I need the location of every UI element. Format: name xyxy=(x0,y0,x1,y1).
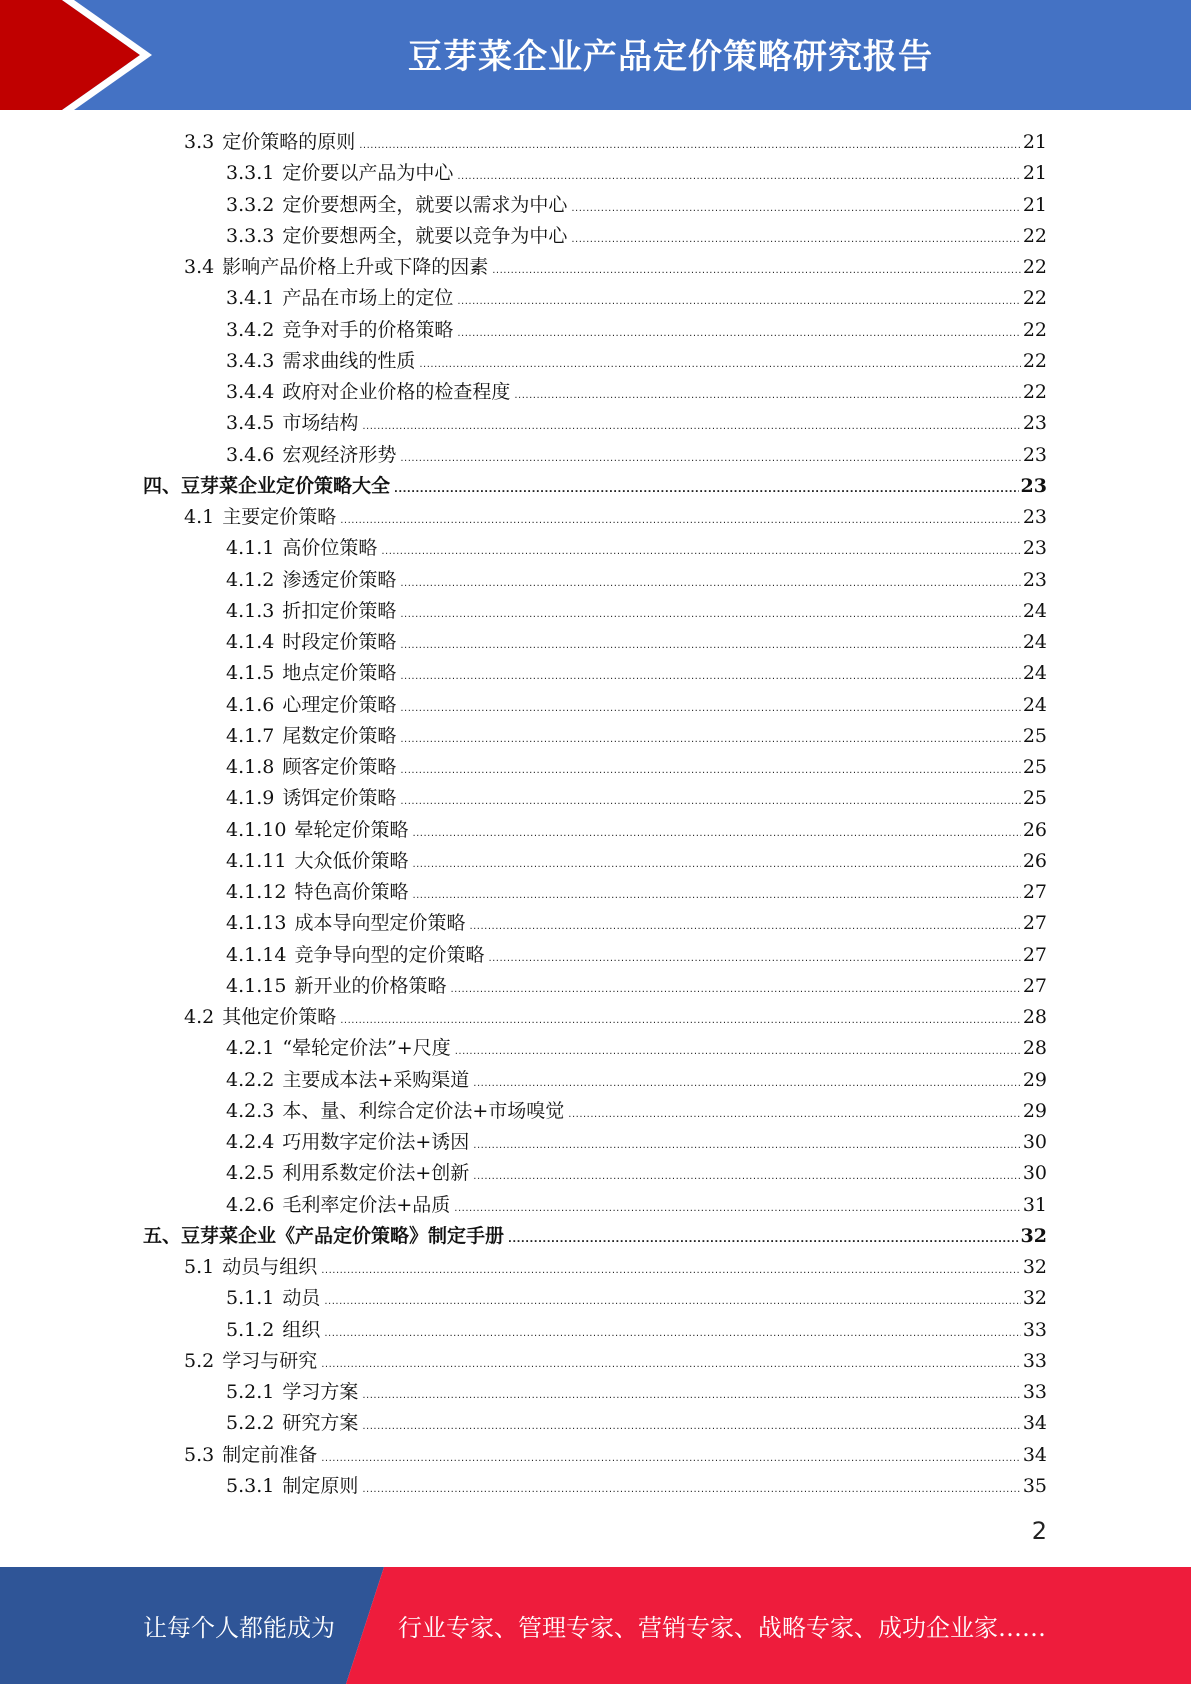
toc-entry-page: 32 xyxy=(1022,1287,1047,1310)
toc-dot-leader xyxy=(359,130,1021,161)
toc-entry[interactable] xyxy=(0,815,1047,846)
toc-entry-page: 28 xyxy=(1022,1006,1047,1028)
toc-entry-title: 新开业的价格策略 xyxy=(294,974,447,997)
toc-entry-title: 动员与组织 xyxy=(222,1256,318,1278)
toc-entry-number: 4.1.15 xyxy=(226,974,287,997)
toc-dot-leader xyxy=(400,599,1020,630)
toc-entry-page: 30 xyxy=(1022,1131,1047,1153)
toc-entry-page: 28 xyxy=(1022,1037,1047,1060)
toc-entry[interactable] xyxy=(0,502,1047,533)
toc-entry-number: 3.4 xyxy=(184,256,215,278)
toc-entry-page: 32 xyxy=(1022,1256,1047,1278)
toc-entry-title: 尾数定价策略 xyxy=(282,724,397,747)
toc-entry-title: 学习方案 xyxy=(282,1381,359,1403)
toc-entry-title: 特色高价策略 xyxy=(294,881,409,903)
toc-entry[interactable] xyxy=(0,627,1047,658)
toc-entry-page: 33 xyxy=(1022,1381,1047,1403)
toc-entry[interactable] xyxy=(0,1221,1047,1252)
toc-entry[interactable] xyxy=(0,940,1047,971)
toc-entry-title: 其他定价策略 xyxy=(222,1006,337,1028)
toc-entry-title: 成本导向型定价策略 xyxy=(294,912,466,935)
toc-entry[interactable] xyxy=(0,1283,1047,1314)
toc-entry-title: 本、量、利综合定价法+市场嗅觉 xyxy=(282,1099,565,1122)
toc-entry-title: 定价策略的原则 xyxy=(222,131,356,153)
toc-entry-number: 4.2.6 xyxy=(226,1193,275,1216)
toc-entry[interactable] xyxy=(0,158,1047,189)
toc-entry-page: 25 xyxy=(1022,756,1047,778)
toc-entry-title: 政府对企业价格的检查程度 xyxy=(282,381,511,403)
toc-dot-leader xyxy=(321,1255,1021,1286)
toc-entry-title: 竞争对手的价格策略 xyxy=(282,318,454,341)
toc-dot-leader xyxy=(473,1068,1021,1099)
toc-entry[interactable] xyxy=(0,721,1047,752)
toc-entry-number: 4.1.12 xyxy=(226,881,287,903)
toc-entry-page: 35 xyxy=(1022,1474,1047,1497)
toc-entry[interactable] xyxy=(0,752,1047,783)
toc-entry-page: 21 xyxy=(1022,162,1047,185)
toc-dot-leader xyxy=(457,286,1020,317)
toc-entry-title: 四、豆芽菜企业定价策略大全 xyxy=(143,474,391,497)
toc-entry-page: 34 xyxy=(1022,1443,1047,1466)
toc-entry-title: 时段定价策略 xyxy=(282,631,397,653)
toc-entry-title: 定价要想两全，就要以需求为中心 xyxy=(282,193,568,216)
toc-entry-number: 4.1.5 xyxy=(226,662,275,685)
toc-dot-leader xyxy=(324,1318,1020,1349)
toc-entry-title: 高价位策略 xyxy=(282,537,378,560)
toc-entry-title: 竞争导向型的定价策略 xyxy=(294,943,485,966)
toc-entry-title: 动员 xyxy=(282,1287,321,1310)
red-chevron-decoration xyxy=(0,0,170,110)
toc-entry-title: 组织 xyxy=(282,1318,321,1341)
toc-dot-leader xyxy=(321,1349,1021,1380)
toc-entry-title: 渗透定价策略 xyxy=(282,568,397,591)
toc-entry[interactable] xyxy=(0,221,1047,252)
toc-entry-page: 21 xyxy=(1022,131,1047,153)
toc-entry[interactable] xyxy=(0,127,1047,158)
toc-entry[interactable] xyxy=(0,1440,1047,1471)
toc-dot-leader xyxy=(400,568,1020,599)
toc-entry-page: 23 xyxy=(1022,568,1047,591)
toc-entry-page: 25 xyxy=(1022,787,1047,810)
toc-entry-page: 34 xyxy=(1022,1412,1047,1435)
toc-entry-title: 主要定价策略 xyxy=(222,506,337,528)
toc-entry-number: 4.1.1 xyxy=(226,537,275,560)
toc-entry-page: 24 xyxy=(1022,631,1047,653)
toc-entry-number: 3.3.1 xyxy=(226,162,275,185)
toc-dot-leader xyxy=(321,1443,1021,1474)
toc-dot-leader xyxy=(419,349,1020,380)
toc-entry-title: 定价要以产品为中心 xyxy=(282,162,454,185)
toc-entry-number: 4.2.2 xyxy=(226,1068,275,1091)
toc-entry-page: 23 xyxy=(1022,537,1047,560)
document-title: 豆芽菜企业产品定价策略研究报告 xyxy=(408,36,933,77)
toc-entry-number: 4.1.2 xyxy=(226,568,275,591)
table-of-contents xyxy=(0,127,1191,1502)
toc-dot-leader xyxy=(568,1099,1021,1130)
toc-entry[interactable] xyxy=(0,1471,1047,1502)
toc-entry-page: 21 xyxy=(1022,193,1047,216)
toc-entry-title: 制定前准备 xyxy=(222,1443,318,1466)
toc-entry-title: 地点定价策略 xyxy=(282,662,397,685)
toc-entry-page: 23 xyxy=(1020,474,1047,497)
toc-entry-number: 3.3.2 xyxy=(226,193,275,216)
toc-entry-page: 25 xyxy=(1022,724,1047,747)
toc-dot-leader xyxy=(324,1286,1020,1317)
toc-dot-leader xyxy=(340,1005,1021,1036)
toc-entry-title: 学习与研究 xyxy=(222,1349,318,1372)
toc-dot-leader xyxy=(457,161,1020,192)
toc-dot-leader xyxy=(362,1474,1020,1505)
toc-dot-leader xyxy=(473,1130,1021,1161)
toc-entry[interactable] xyxy=(0,1252,1047,1283)
toc-dot-leader xyxy=(455,1036,1021,1067)
toc-entry-page: 22 xyxy=(1022,349,1047,372)
toc-entry-number: 4.1.10 xyxy=(226,818,287,841)
toc-entry[interactable] xyxy=(0,1190,1047,1221)
toc-entry-number: 3.4.1 xyxy=(226,287,275,310)
toc-entry-page: 27 xyxy=(1022,912,1047,935)
toc-entry[interactable] xyxy=(0,658,1047,689)
toc-dot-leader xyxy=(400,661,1020,692)
toc-entry-title: 定价要想两全，就要以竞争为中心 xyxy=(282,224,568,247)
toc-dot-leader xyxy=(469,911,1020,942)
toc-entry-title: 晕轮定价策略 xyxy=(294,818,409,841)
toc-entry-title: 宏观经济形势 xyxy=(282,443,397,466)
toc-entry-number: 4.1.9 xyxy=(226,787,275,810)
toc-entry-title: 大众低价策略 xyxy=(294,849,409,872)
toc-entry-page: 27 xyxy=(1022,881,1047,903)
toc-entry[interactable] xyxy=(0,408,1047,439)
toc-dot-leader xyxy=(340,505,1021,536)
toc-entry-number: 3.4.3 xyxy=(226,349,275,372)
toc-entry-number: 5.2.1 xyxy=(226,1381,275,1403)
toc-entry-number: 4.1.8 xyxy=(226,756,275,778)
toc-entry-page: 33 xyxy=(1022,1318,1047,1341)
toc-entry-number: 4.1.7 xyxy=(226,724,275,747)
toc-entry-title: 诱饵定价策略 xyxy=(282,787,397,810)
toc-entry-number: 4.2.1 xyxy=(226,1037,275,1060)
toc-entry-title: 利用系数定价法+创新 xyxy=(282,1162,470,1185)
toc-entry[interactable] xyxy=(0,440,1047,471)
toc-dot-leader xyxy=(400,443,1020,474)
toc-entry-number: 4.2.4 xyxy=(226,1131,275,1153)
toc-entry[interactable] xyxy=(0,471,1047,502)
toc-entry[interactable] xyxy=(0,1096,1047,1127)
toc-entry[interactable] xyxy=(0,783,1047,814)
toc-entry[interactable] xyxy=(0,533,1047,564)
toc-dot-leader xyxy=(571,193,1020,224)
toc-entry-page: 22 xyxy=(1022,318,1047,341)
toc-entry-page: 24 xyxy=(1022,662,1047,685)
page-number: 2 xyxy=(1031,1517,1047,1545)
toc-entry-number: 5.2.2 xyxy=(226,1412,275,1435)
toc-dot-leader xyxy=(362,411,1020,442)
toc-entry-number: 4.1.6 xyxy=(226,693,275,716)
toc-entry[interactable] xyxy=(0,1408,1047,1439)
toc-entry-number: 5.3 xyxy=(184,1443,215,1466)
toc-entry-title: 影响产品价格上升或下降的因素 xyxy=(222,256,489,278)
toc-entry-number: 3.4.4 xyxy=(226,381,275,403)
toc-entry-number: 5.2 xyxy=(184,1349,215,1372)
toc-dot-leader xyxy=(457,318,1020,349)
toc-dot-leader xyxy=(412,818,1020,849)
toc-dot-leader xyxy=(450,974,1020,1005)
toc-entry-page: 23 xyxy=(1022,506,1047,528)
toc-dot-leader xyxy=(412,849,1020,880)
toc-entry-page: 26 xyxy=(1022,818,1047,841)
toc-entry[interactable] xyxy=(0,1346,1047,1377)
toc-dot-leader xyxy=(400,786,1020,817)
toc-entry-title: 顾客定价策略 xyxy=(282,756,397,778)
toc-entry-number: 3.3 xyxy=(184,131,215,153)
toc-entry-title: 产品在市场上的定位 xyxy=(282,287,454,310)
toc-entry[interactable] xyxy=(0,690,1047,721)
toc-entry-page: 31 xyxy=(1022,1193,1047,1216)
toc-entry[interactable] xyxy=(0,377,1047,408)
toc-entry-page: 27 xyxy=(1022,974,1047,997)
toc-dot-leader xyxy=(571,224,1020,255)
toc-entry-page: 23 xyxy=(1022,412,1047,435)
toc-entry-page: 32 xyxy=(1020,1224,1047,1247)
toc-entry[interactable] xyxy=(0,971,1047,1002)
toc-entry-page: 27 xyxy=(1022,943,1047,966)
toc-entry[interactable] xyxy=(0,1158,1047,1189)
toc-dot-leader xyxy=(488,943,1020,974)
toc-entry-title: 主要成本法+采购渠道 xyxy=(282,1068,470,1091)
toc-dot-leader xyxy=(400,755,1020,786)
toc-dot-leader xyxy=(508,1224,1019,1255)
page-footer xyxy=(0,1567,1191,1684)
toc-dot-leader xyxy=(362,1380,1020,1411)
toc-entry-number: 5.3.1 xyxy=(226,1474,275,1497)
toc-dot-leader xyxy=(412,880,1020,911)
toc-entry[interactable] xyxy=(0,846,1047,877)
toc-entry-number: 5.1 xyxy=(184,1256,215,1278)
toc-entry[interactable] xyxy=(0,1033,1047,1064)
toc-entry-number: 4.1.4 xyxy=(226,631,275,653)
toc-entry-title: 毛利率定价法+品质 xyxy=(282,1193,451,1216)
toc-entry[interactable] xyxy=(0,908,1047,939)
toc-entry[interactable] xyxy=(0,1065,1047,1096)
toc-entry-number: 4.2.3 xyxy=(226,1099,275,1122)
toc-entry[interactable] xyxy=(0,565,1047,596)
toc-entry[interactable] xyxy=(0,1315,1047,1346)
toc-dot-leader xyxy=(362,1411,1020,1442)
toc-entry-title: 巧用数字定价法+诱因 xyxy=(282,1131,470,1153)
footer-slogan-right: 行业专家、管理专家、营销专家、战略专家、成功企业家…… xyxy=(398,1614,1046,1642)
toc-entry-number: 3.4.5 xyxy=(226,412,275,435)
toc-entry-title: 折扣定价策略 xyxy=(282,599,397,622)
toc-entry-title: 市场结构 xyxy=(282,412,359,435)
toc-entry-title: 心理定价策略 xyxy=(282,693,397,716)
toc-entry-page: 33 xyxy=(1022,1349,1047,1372)
toc-entry[interactable] xyxy=(0,283,1047,314)
toc-entry-number: 3.4.6 xyxy=(226,443,275,466)
toc-entry[interactable] xyxy=(0,1002,1047,1033)
toc-entry[interactable] xyxy=(0,1127,1047,1158)
toc-entry-page: 22 xyxy=(1022,224,1047,247)
toc-entry-page: 22 xyxy=(1022,381,1047,403)
toc-dot-leader xyxy=(400,630,1020,661)
toc-entry-page: 24 xyxy=(1022,693,1047,716)
toc-dot-leader xyxy=(394,474,1019,505)
toc-entry-page: 29 xyxy=(1022,1068,1047,1091)
toc-entry-number: 5.1.1 xyxy=(226,1287,275,1310)
toc-dot-leader xyxy=(473,1161,1021,1192)
toc-dot-leader xyxy=(400,693,1020,724)
toc-dot-leader xyxy=(400,724,1020,755)
toc-entry-number: 4.1.13 xyxy=(226,912,287,935)
toc-entry-number: 4.2.5 xyxy=(226,1162,275,1185)
toc-entry[interactable] xyxy=(0,190,1047,221)
toc-entry-page: 22 xyxy=(1022,256,1047,278)
toc-entry-number: 3.4.2 xyxy=(226,318,275,341)
toc-entry-page: 23 xyxy=(1022,443,1047,466)
toc-entry[interactable] xyxy=(0,1377,1047,1408)
toc-entry-number: 5.1.2 xyxy=(226,1318,275,1341)
toc-entry-number: 4.1.3 xyxy=(226,599,275,622)
toc-entry-title: “晕轮定价法”+尺度 xyxy=(282,1037,451,1060)
toc-entry[interactable] xyxy=(0,346,1047,377)
toc-dot-leader xyxy=(381,536,1020,567)
toc-dot-leader xyxy=(492,255,1021,286)
toc-entry-page: 26 xyxy=(1022,849,1047,872)
toc-entry-page: 30 xyxy=(1022,1162,1047,1185)
toc-entry-number: 4.1.11 xyxy=(226,849,287,872)
toc-entry-title: 制定原则 xyxy=(282,1474,359,1497)
page-header xyxy=(0,0,1191,110)
toc-entry-title: 五、豆芽菜企业《产品定价策略》制定手册 xyxy=(143,1224,505,1247)
toc-entry-page: 22 xyxy=(1022,287,1047,310)
toc-entry[interactable] xyxy=(0,252,1047,283)
toc-entry-page: 24 xyxy=(1022,599,1047,622)
toc-entry-number: 3.3.3 xyxy=(226,224,275,247)
toc-entry-number: 4.1 xyxy=(184,506,215,528)
toc-entry-number: 4.2 xyxy=(184,1006,215,1028)
toc-entry[interactable] xyxy=(0,315,1047,346)
toc-entry[interactable] xyxy=(0,877,1047,908)
toc-entry-title: 需求曲线的性质 xyxy=(282,349,416,372)
toc-entry[interactable] xyxy=(0,596,1047,627)
toc-entry-title: 研究方案 xyxy=(282,1412,359,1435)
toc-dot-leader xyxy=(454,1193,1021,1224)
footer-slogan-left: 让每个人都能成为 xyxy=(143,1614,335,1642)
toc-entry-number: 4.1.14 xyxy=(226,943,287,966)
toc-entry-page: 29 xyxy=(1022,1099,1047,1122)
toc-dot-leader xyxy=(514,380,1020,411)
